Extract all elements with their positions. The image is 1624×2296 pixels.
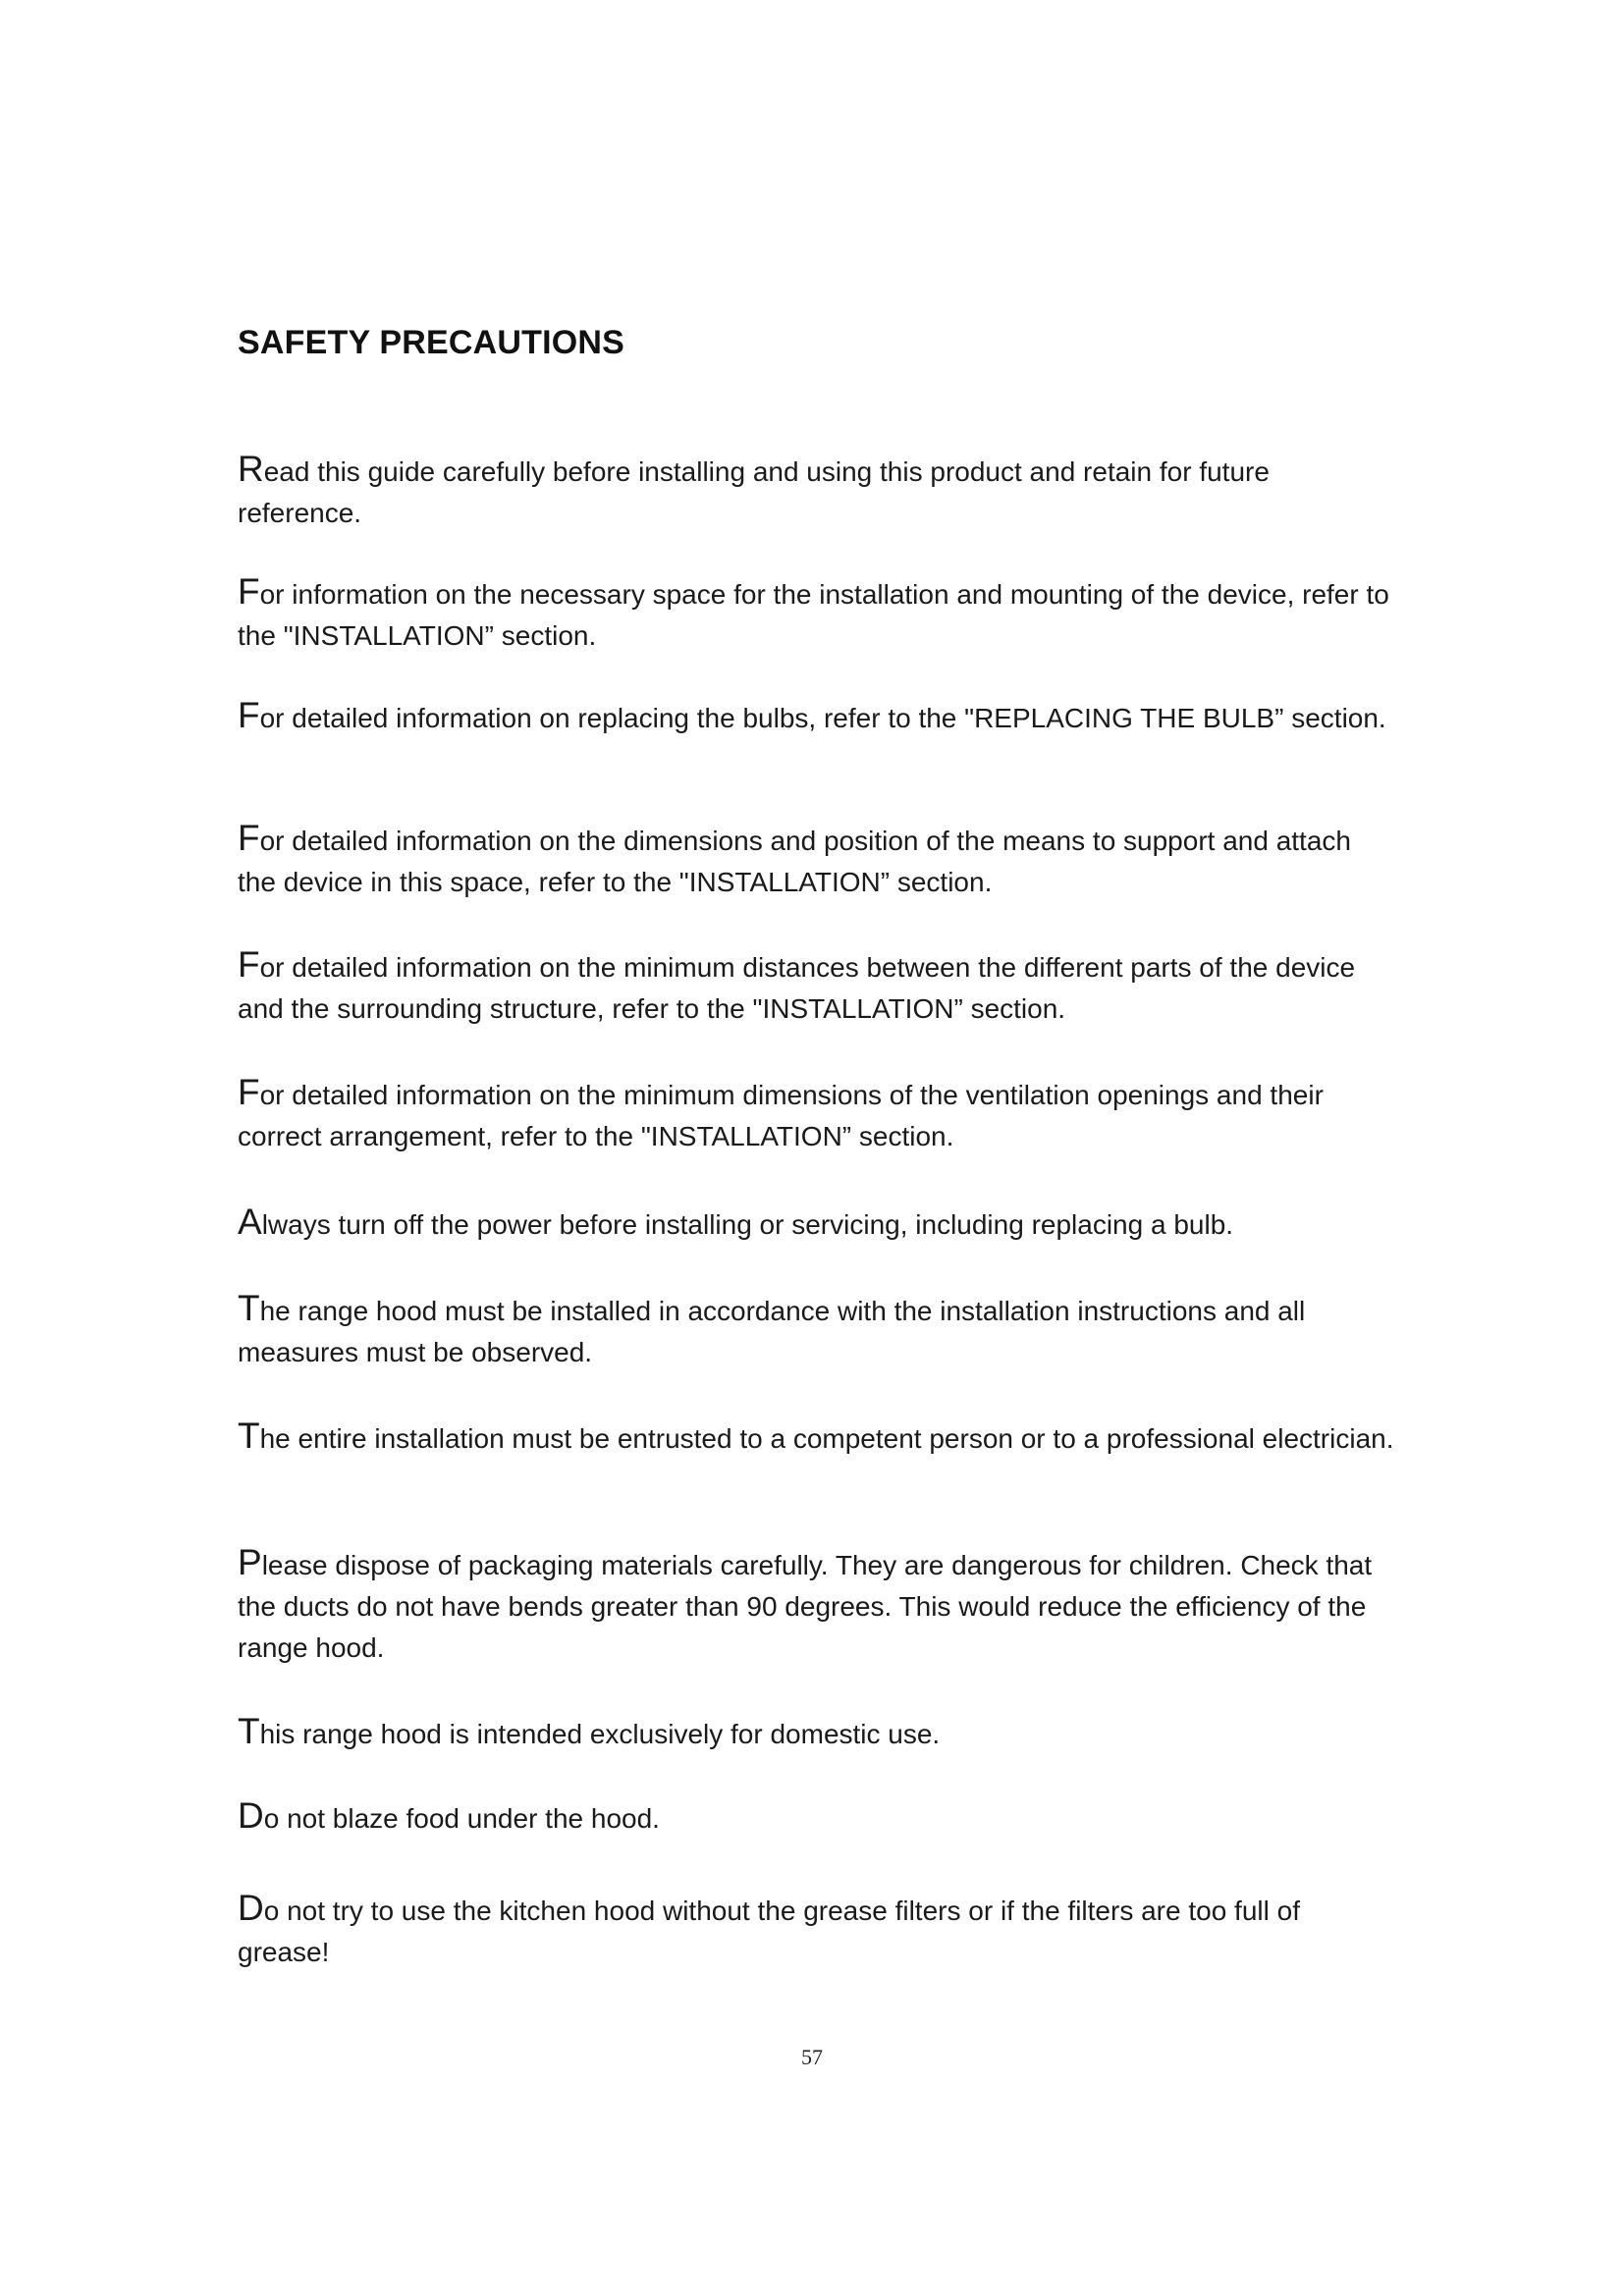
paragraph-ventilation-openings: For detailed information on the minimum dimensions of the ventilation openings and their correct arrangement, refer to the "INSTALLATION” section. bbox=[238, 1072, 1324, 1151]
page-title: SAFETY PRECAUTIONS bbox=[238, 324, 625, 361]
paragraph-replacing-bulbs: For detailed information on replacing the bulbs, refer to the "REPLACING THE BULB” section. bbox=[238, 695, 1386, 735]
paragraph-grease-filters: Do not try to use the kitchen hood without the grease filters or if the filters are too full of grease! bbox=[238, 1888, 1300, 1967]
paragraph-packaging-ducts: Please dispose of packaging materials carefully. They are dangerous for children. Check that the ducts do not have bends greater than 90 degrees. This would reduce the efficiency of the range hood. bbox=[238, 1542, 1373, 1663]
paragraph-turn-off-power: Always turn off the power before installing or servicing, including replacing a bulb. bbox=[238, 1201, 1234, 1242]
paragraph-read-guide: Read this guide carefully before installing and using this product and retain for future reference. bbox=[238, 449, 1270, 528]
paragraph-competent-person: The entire installation must be entrusted to a competent person or to a professional electrician. bbox=[238, 1415, 1394, 1456]
paragraph-domestic-use: This range hood is intended exclusively for domestic use. bbox=[238, 1711, 941, 1751]
paragraph-installation-space: For information on the necessary space for the installation and mounting of the device, refer to the "INSTALLATION” section. bbox=[238, 571, 1389, 651]
paragraph-minimum-distances: For detailed information on the minimum distances between the different parts of the device and the surrounding structure, refer to the "INSTALLATION” section. bbox=[238, 944, 1356, 1024]
page-number: 57 bbox=[801, 2045, 823, 2069]
paragraph-do-not-blaze: Do not blaze food under the hood. bbox=[238, 1795, 660, 1836]
paragraph-installation-instructions: The range hood must be installed in accordance with the installation instructions and all measures must be observed. bbox=[238, 1288, 1306, 1367]
paragraph-support-dimensions: For detailed information on the dimensions and position of the means to support and attach the device in this space, refer to the "INSTALLATION” section. bbox=[238, 818, 1351, 897]
